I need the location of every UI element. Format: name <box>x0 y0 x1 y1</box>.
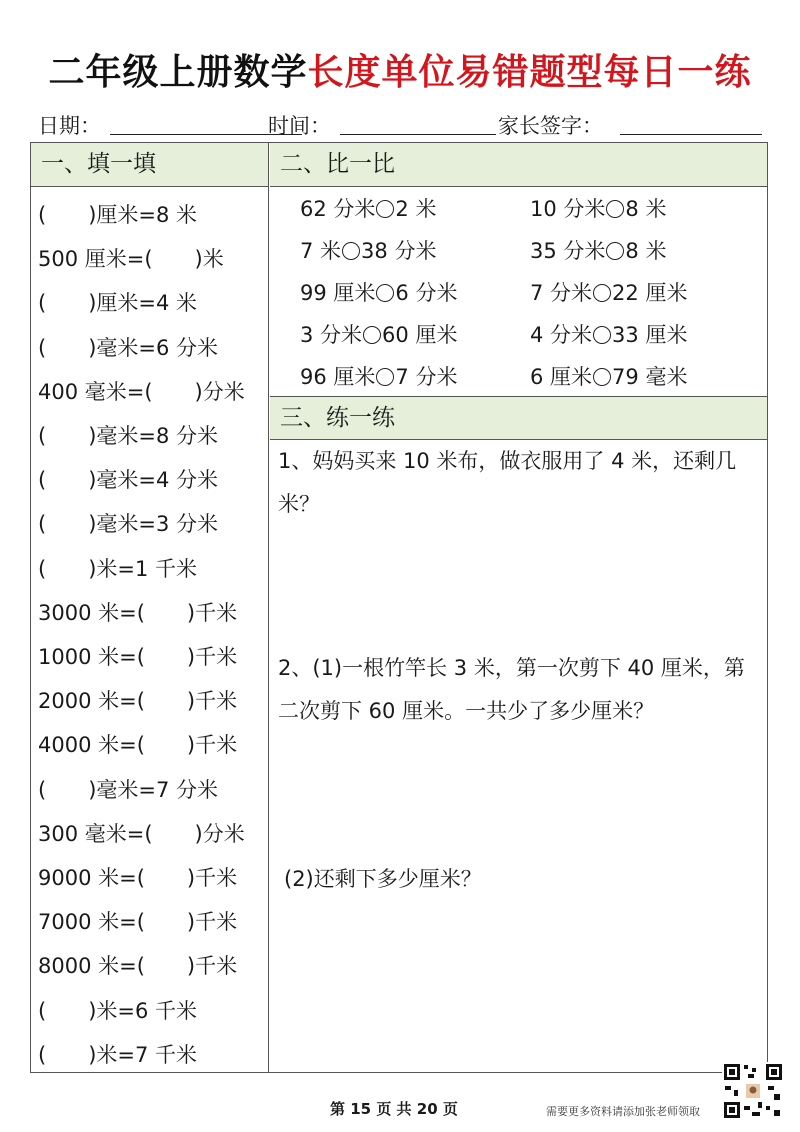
compare-left: 4 分米 <box>530 323 593 347</box>
fill-item: ( )米=1 千米 <box>38 556 198 581</box>
time-field[interactable] <box>340 134 496 135</box>
compare-left: 3 分米 <box>300 323 363 347</box>
compare-circle-icon[interactable] <box>376 200 394 218</box>
fill-item: ( )毫米=4 分米 <box>38 468 219 493</box>
compare-circle-icon[interactable] <box>376 284 394 302</box>
fill-item: ( )米=7 千米 <box>38 1042 198 1067</box>
compare-right: 60 厘米 <box>382 323 458 347</box>
fill-item: ( )毫米=7 分米 <box>38 777 219 802</box>
title-topic: 长度单位易错题型每日一练 <box>307 52 752 93</box>
compare-right: 38 分米 <box>361 239 437 263</box>
qr-code-icon <box>722 1062 784 1120</box>
compare-right: 22 厘米 <box>612 281 688 305</box>
fill-item: ( )厘米=4 米 <box>38 291 198 316</box>
compare-left: 7 米 <box>300 239 342 263</box>
page-title <box>0 44 800 95</box>
compare-item <box>300 196 436 222</box>
fill-item: 2000 米=( )千米 <box>38 689 238 714</box>
compare-item <box>300 364 457 390</box>
fill-item: 1000 米=( )千米 <box>38 645 238 669</box>
question-1: 1、妈妈买来 10 米布，做衣服用了 4 米，还剩几米？ <box>278 449 737 516</box>
compare-circle-icon[interactable] <box>606 242 624 260</box>
fill-item: ( )毫米=6 分米 <box>38 335 219 360</box>
compare-circle-icon[interactable] <box>593 368 611 386</box>
compare-right: 7 分米 <box>395 365 458 389</box>
time-label: 时间： <box>268 114 331 138</box>
section3-heading: 三、练一练 <box>270 396 767 440</box>
column-divider <box>268 142 269 1073</box>
compare-left: 10 分米 <box>530 197 606 221</box>
section1-heading: 一、填一填 <box>31 143 268 187</box>
page-number: 第 15 页 共 20 页 <box>330 1100 458 1118</box>
compare-item <box>300 238 436 264</box>
compare-circle-icon[interactable] <box>376 368 394 386</box>
title-grade: 二年级上册数学 <box>48 52 308 93</box>
fill-item: 8000 米=( )千米 <box>38 954 238 979</box>
fill-item: ( )毫米=3 分米 <box>38 512 219 537</box>
compare-left: 35 分米 <box>530 239 606 263</box>
compare-right: 2 米 <box>395 197 437 221</box>
fill-item: 3000 米=( )千米 <box>38 600 238 625</box>
fill-item: ( )厘米=8 米 <box>38 203 198 227</box>
compare-item <box>300 322 457 348</box>
fill-item: 400 毫米=( )分米 <box>38 379 245 404</box>
compare-circle-icon[interactable] <box>363 326 381 344</box>
compare-left: 62 分米 <box>300 197 376 221</box>
fill-item: 7000 米=( )千米 <box>38 910 238 935</box>
fill-item: 9000 米=( )千米 <box>38 866 238 890</box>
compare-left: 99 厘米 <box>300 281 376 305</box>
compare-circle-icon[interactable] <box>606 200 624 218</box>
compare-item <box>530 280 687 306</box>
question-2-1: 2、(1)一根竹竿长 3 米，第一次剪下 40 厘米，第二次剪下 60 厘米。一共少了多少厘米？ <box>278 656 745 723</box>
compare-item <box>530 364 687 390</box>
fill-item: 300 毫米=( )分米 <box>38 821 245 846</box>
compare-right: 6 分米 <box>395 281 458 305</box>
sign-label: 家长签字： <box>498 114 603 138</box>
section2-heading: 二、比一比 <box>270 143 767 187</box>
footer-note: 需要更多资料请添加张老师领取 <box>546 1105 700 1118</box>
compare-right: 8 米 <box>625 239 667 263</box>
info-row <box>38 110 768 140</box>
compare-item <box>530 322 687 348</box>
sign-field[interactable] <box>620 134 762 135</box>
fill-item: 500 厘米=( )米 <box>38 247 224 272</box>
compare-left: 6 厘米 <box>530 365 593 389</box>
date-label: 日期： <box>38 114 101 138</box>
compare-right: 8 米 <box>625 197 667 221</box>
compare-right: 33 厘米 <box>612 323 688 347</box>
compare-left: 96 厘米 <box>300 365 376 389</box>
compare-item <box>530 196 666 222</box>
compare-item <box>300 280 457 306</box>
fill-item: 4000 米=( )千米 <box>38 733 238 758</box>
fill-item: ( )米=6 千米 <box>38 998 198 1023</box>
compare-circle-icon[interactable] <box>593 284 611 302</box>
compare-item <box>530 238 666 264</box>
compare-circle-icon[interactable] <box>593 326 611 344</box>
compare-right: 79 毫米 <box>612 365 688 389</box>
fill-item: ( )毫米=8 分米 <box>38 424 219 448</box>
compare-left: 7 分米 <box>530 281 593 305</box>
question-2-2: (2)还剩下多少厘米？ <box>284 867 482 891</box>
compare-circle-icon[interactable] <box>342 242 360 260</box>
